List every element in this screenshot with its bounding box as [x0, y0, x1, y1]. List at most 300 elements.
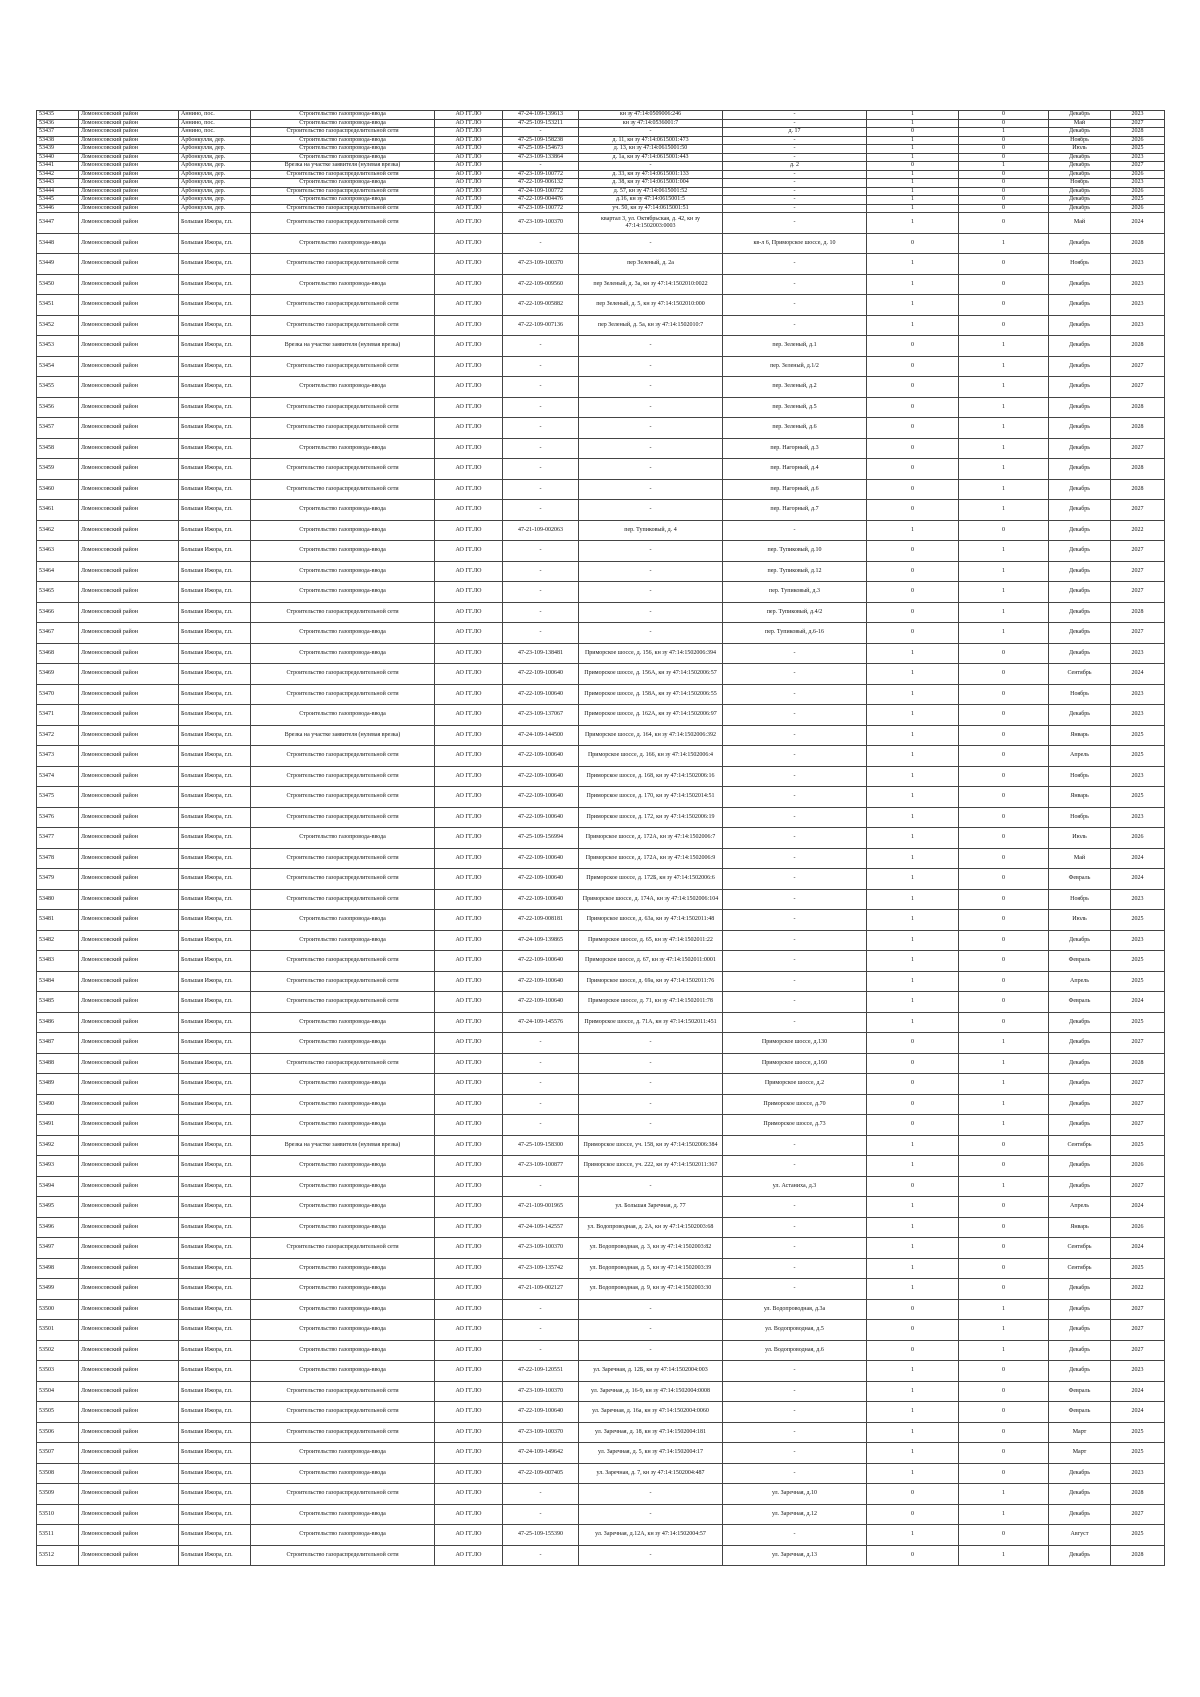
table-row: [37, 162, 1165, 171]
cell-count-a: 1: [867, 766, 959, 787]
cell-count-b: 0: [959, 828, 1049, 849]
cell-row-number: 53501: [37, 1320, 79, 1341]
cell-organization: АО ГГ.ЛО: [435, 869, 503, 890]
table-row: [37, 725, 1165, 746]
cell-district: Ломоносовский район: [79, 128, 179, 137]
cell-row-number: 53508: [37, 1463, 79, 1484]
cell-month: Декабрь: [1049, 479, 1111, 500]
cell-address-cadastral: -: [579, 1074, 723, 1095]
cell-row-number: 53506: [37, 1422, 79, 1443]
cell-month: Декабрь: [1049, 1545, 1111, 1566]
cell-district: Ломоносовский район: [79, 170, 179, 179]
cell-address: ул. Заречная, д.12: [723, 1504, 867, 1525]
cell-district: Ломоносовский район: [79, 787, 179, 808]
table-row: [37, 204, 1165, 213]
cell-year: 2023: [1111, 295, 1165, 316]
cell-contract-number: 47-23-109-100772: [503, 204, 579, 213]
cell-organization: АО ГГ.ЛО: [435, 1115, 503, 1136]
cell-row-number: 53504: [37, 1381, 79, 1402]
table-row: [37, 295, 1165, 316]
cell-count-b: 1: [959, 1033, 1049, 1054]
cell-address: ул. Водопроводная, д.3а: [723, 1299, 867, 1320]
cell-row-number: 53451: [37, 295, 79, 316]
cell-contract-number: 47-24-109-139865: [503, 930, 579, 951]
cell-year: 2025: [1111, 746, 1165, 767]
cell-count-a: 1: [867, 196, 959, 205]
cell-address: д. 2: [723, 162, 867, 171]
cell-work-type: Строительство газораспределительной сети: [251, 602, 435, 623]
cell-address-cadastral: д.16, кн зу 47:14:0615001:5: [579, 196, 723, 205]
cell-year: 2028: [1111, 128, 1165, 137]
cell-settlement: Большая Ижора, г.п.: [179, 418, 251, 439]
cell-year: 2024: [1111, 213, 1165, 234]
table-row: [37, 643, 1165, 664]
cell-month: Ноябрь: [1049, 254, 1111, 275]
cell-count-b: 1: [959, 128, 1049, 137]
cell-year: 2027: [1111, 1299, 1165, 1320]
cell-contract-number: 47-22-109-100640: [503, 766, 579, 787]
cell-work-type: Строительство газораспределительной сети: [251, 1422, 435, 1443]
cell-organization: АО ГГ.ЛО: [435, 1443, 503, 1464]
cell-settlement: Большая Ижора, г.п.: [179, 971, 251, 992]
cell-address: пер. Тупиковый, д.6-16: [723, 623, 867, 644]
cell-organization: АО ГГ.ЛО: [435, 889, 503, 910]
cell-count-a: 1: [867, 910, 959, 931]
cell-year: 2028: [1111, 233, 1165, 254]
cell-address: пер. Нагорный, д.6: [723, 479, 867, 500]
cell-year: 2025: [1111, 725, 1165, 746]
cell-district: Ломоносовский район: [79, 602, 179, 623]
cell-row-number: 53471: [37, 705, 79, 726]
table-row: [37, 1340, 1165, 1361]
cell-settlement: Большая Ижора, г.п.: [179, 746, 251, 767]
cell-count-b: 0: [959, 111, 1049, 120]
table-row: [37, 1258, 1165, 1279]
cell-district: Ломоносовский район: [79, 1402, 179, 1423]
cell-settlement: Большая Ижора, г.п.: [179, 582, 251, 603]
cell-organization: АО ГГ.ЛО: [435, 1258, 503, 1279]
cell-count-b: 1: [959, 1074, 1049, 1095]
cell-district: Ломоносовский район: [79, 1258, 179, 1279]
cell-count-a: 1: [867, 705, 959, 726]
cell-count-a: 0: [867, 1053, 959, 1074]
cell-contract-number: 47-23-109-100370: [503, 213, 579, 234]
table-row: [37, 582, 1165, 603]
cell-contract-number: -: [503, 162, 579, 171]
table-row: [37, 602, 1165, 623]
cell-address-cadastral: Приморское шоссе, уч. 222, кн зу 47:14:1502011:367: [579, 1156, 723, 1177]
cell-district: Ломоносовский район: [79, 582, 179, 603]
cell-settlement: Большая Ижора, г.п.: [179, 766, 251, 787]
cell-year: 2025: [1111, 145, 1165, 154]
table-row: [37, 418, 1165, 439]
cell-district: Ломоносовский район: [79, 136, 179, 145]
table-row: [37, 1320, 1165, 1341]
cell-organization: АО ГГ.ЛО: [435, 623, 503, 644]
cell-contract-number: -: [503, 1074, 579, 1095]
cell-row-number: 53473: [37, 746, 79, 767]
cell-contract-number: -: [503, 479, 579, 500]
cell-contract-number: 47-21-109-001965: [503, 1197, 579, 1218]
cell-settlement: Большая Ижора, г.п.: [179, 1463, 251, 1484]
cell-district: Ломоносовский район: [79, 196, 179, 205]
table-row: [37, 1402, 1165, 1423]
cell-year: 2026: [1111, 187, 1165, 196]
cell-month: Март: [1049, 1422, 1111, 1443]
cell-contract-number: 47-23-109-100370: [503, 1422, 579, 1443]
cell-address-cadastral: д. 57, кн зу 47:14:0615001:52: [579, 187, 723, 196]
cell-count-b: 1: [959, 1115, 1049, 1136]
cell-contract-number: -: [503, 1176, 579, 1197]
cell-row-number: 53502: [37, 1340, 79, 1361]
cell-settlement: Большая Ижора, г.п.: [179, 1238, 251, 1259]
cell-work-type: Строительство газораспределительной сети: [251, 1545, 435, 1566]
cell-district: Ломоносовский район: [79, 145, 179, 154]
cell-work-type: Строительство газораспределительной сети: [251, 951, 435, 972]
cell-address-cadastral: Приморское шоссе, д. 156, кн зу 47:14:1502006:394: [579, 643, 723, 664]
cell-organization: АО ГГ.ЛО: [435, 1484, 503, 1505]
cell-work-type: Строительство газопровода-ввода: [251, 1197, 435, 1218]
cell-count-a: 1: [867, 274, 959, 295]
table-row: [37, 315, 1165, 336]
cell-address: пер. Тупиковый, д.4/2: [723, 602, 867, 623]
cell-organization: АО ГГ.ЛО: [435, 684, 503, 705]
cell-work-type: Строительство газораспределительной сети: [251, 254, 435, 275]
cell-address: -: [723, 1258, 867, 1279]
cell-year: 2026: [1111, 828, 1165, 849]
cell-contract-number: 47-22-109-009560: [503, 274, 579, 295]
cell-count-a: 0: [867, 1033, 959, 1054]
cell-count-a: 1: [867, 1443, 959, 1464]
cell-count-b: 1: [959, 1176, 1049, 1197]
cell-count-a: 1: [867, 1361, 959, 1382]
cell-count-a: 1: [867, 315, 959, 336]
cell-count-b: 1: [959, 541, 1049, 562]
cell-work-type: Строительство газопровода-ввода: [251, 153, 435, 162]
cell-contract-number: 47-22-109-100640: [503, 869, 579, 890]
table-row: [37, 787, 1165, 808]
table-row: [37, 623, 1165, 644]
cell-year: 2023: [1111, 889, 1165, 910]
cell-row-number: 53487: [37, 1033, 79, 1054]
cell-year: 2027: [1111, 162, 1165, 171]
cell-settlement: Большая Ижора, г.п.: [179, 1545, 251, 1566]
cell-count-b: 0: [959, 766, 1049, 787]
cell-year: 2028: [1111, 459, 1165, 480]
cell-address: -: [723, 930, 867, 951]
cell-year: 2027: [1111, 1320, 1165, 1341]
cell-row-number: 53436: [37, 119, 79, 128]
cell-address-cadastral: -: [579, 162, 723, 171]
cell-organization: АО ГГ.ЛО: [435, 1545, 503, 1566]
cell-month: Декабрь: [1049, 930, 1111, 951]
cell-month: Декабрь: [1049, 705, 1111, 726]
table-row: [37, 910, 1165, 931]
cell-address-cadastral: -: [579, 233, 723, 254]
cell-address-cadastral: пер Зеленый, д. 5, кн зу 47:14:1502010:000: [579, 295, 723, 316]
cell-year: 2027: [1111, 1033, 1165, 1054]
cell-row-number: 53480: [37, 889, 79, 910]
cell-count-a: 1: [867, 187, 959, 196]
cell-row-number: 53458: [37, 438, 79, 459]
cell-organization: АО ГГ.ЛО: [435, 520, 503, 541]
cell-address: -: [723, 1443, 867, 1464]
table-row: [37, 561, 1165, 582]
cell-count-b: 0: [959, 1422, 1049, 1443]
cell-month: Декабрь: [1049, 1176, 1111, 1197]
cell-count-b: 0: [959, 1402, 1049, 1423]
cell-count-a: 1: [867, 179, 959, 188]
cell-organization: АО ГГ.ЛО: [435, 119, 503, 128]
cell-row-number: 53439: [37, 145, 79, 154]
cell-address: -: [723, 1135, 867, 1156]
cell-count-b: 0: [959, 1258, 1049, 1279]
cell-organization: АО ГГ.ЛО: [435, 295, 503, 316]
cell-address-cadastral: ул. Заречная, д. 18, кн зу 47:14:1502004:181: [579, 1422, 723, 1443]
cell-month: Апрель: [1049, 971, 1111, 992]
cell-count-b: 1: [959, 1340, 1049, 1361]
cell-organization: АО ГГ.ЛО: [435, 1176, 503, 1197]
cell-district: Ломоносовский район: [79, 1033, 179, 1054]
cell-count-b: 0: [959, 520, 1049, 541]
cell-organization: АО ГГ.ЛО: [435, 153, 503, 162]
cell-settlement: Большая Ижора, г.п.: [179, 869, 251, 890]
cell-organization: АО ГГ.ЛО: [435, 602, 503, 623]
cell-organization: АО ГГ.ЛО: [435, 664, 503, 685]
cell-count-b: 1: [959, 479, 1049, 500]
table-row: [37, 1053, 1165, 1074]
cell-contract-number: 47-25-109-153211: [503, 119, 579, 128]
table-row: [37, 136, 1165, 145]
cell-row-number: 53469: [37, 664, 79, 685]
cell-organization: АО ГГ.ЛО: [435, 582, 503, 603]
table-row: [37, 179, 1165, 188]
cell-count-a: 0: [867, 1545, 959, 1566]
cell-address: -: [723, 187, 867, 196]
cell-row-number: 53443: [37, 179, 79, 188]
cell-month: Декабрь: [1049, 1156, 1111, 1177]
cell-address: -: [723, 725, 867, 746]
cell-month: Декабрь: [1049, 356, 1111, 377]
cell-month: Ноябрь: [1049, 889, 1111, 910]
cell-organization: АО ГГ.ЛО: [435, 1217, 503, 1238]
cell-count-a: 1: [867, 1463, 959, 1484]
cell-organization: АО ГГ.ЛО: [435, 1053, 503, 1074]
cell-address: -: [723, 1279, 867, 1300]
cell-address-cadastral: -: [579, 356, 723, 377]
cell-row-number: 53486: [37, 1012, 79, 1033]
cell-count-a: 1: [867, 664, 959, 685]
cell-work-type: Строительство газопровода-ввода: [251, 561, 435, 582]
table-row: [37, 438, 1165, 459]
cell-year: 2023: [1111, 643, 1165, 664]
table-row: [37, 1504, 1165, 1525]
cell-contract-number: -: [503, 623, 579, 644]
cell-year: 2028: [1111, 336, 1165, 357]
cell-row-number: 53457: [37, 418, 79, 439]
cell-contract-number: -: [503, 561, 579, 582]
cell-work-type: Строительство газораспределительной сети: [251, 848, 435, 869]
cell-row-number: 53491: [37, 1115, 79, 1136]
cell-contract-number: 47-22-109-100640: [503, 684, 579, 705]
cell-month: Декабрь: [1049, 1279, 1111, 1300]
cell-count-a: 1: [867, 170, 959, 179]
cell-organization: АО ГГ.ЛО: [435, 179, 503, 188]
cell-district: Ломоносовский район: [79, 162, 179, 171]
cell-work-type: Строительство газораспределительной сети: [251, 1381, 435, 1402]
cell-settlement: Арбонкулля, дер.: [179, 204, 251, 213]
cell-count-b: 1: [959, 500, 1049, 521]
cell-address-cadastral: пер Зеленый, д. 3а, кн зу 47:14:1502010:0022: [579, 274, 723, 295]
cell-address: -: [723, 910, 867, 931]
cell-district: Ломоносовский район: [79, 315, 179, 336]
cell-address-cadastral: -: [579, 1176, 723, 1197]
cell-count-a: 1: [867, 848, 959, 869]
cell-year: 2027: [1111, 582, 1165, 603]
cell-work-type: Врезка на участке заявителя (нулевая врезка): [251, 162, 435, 171]
cell-address: -: [723, 520, 867, 541]
cell-organization: АО ГГ.ЛО: [435, 1238, 503, 1259]
cell-count-a: 1: [867, 971, 959, 992]
cell-settlement: Большая Ижора, г.п.: [179, 233, 251, 254]
cell-year: 2025: [1111, 1012, 1165, 1033]
cell-district: Ломоносовский район: [79, 377, 179, 398]
cell-year: 2023: [1111, 179, 1165, 188]
cell-month: Декабрь: [1049, 459, 1111, 480]
cell-month: Май: [1049, 119, 1111, 128]
cell-count-a: 1: [867, 520, 959, 541]
cell-count-b: 0: [959, 910, 1049, 931]
cell-count-b: 0: [959, 204, 1049, 213]
cell-row-number: 53498: [37, 1258, 79, 1279]
cell-work-type: Строительство газораспределительной сети: [251, 664, 435, 685]
cell-contract-number: 47-24-109-144500: [503, 725, 579, 746]
cell-year: 2023: [1111, 766, 1165, 787]
cell-organization: АО ГГ.ЛО: [435, 187, 503, 196]
cell-work-type: Строительство газопровода-ввода: [251, 1340, 435, 1361]
cell-row-number: 53507: [37, 1443, 79, 1464]
cell-count-a: 1: [867, 1156, 959, 1177]
cell-contract-number: 47-22-109-004476: [503, 196, 579, 205]
cell-address: -: [723, 295, 867, 316]
cell-contract-number: -: [503, 1320, 579, 1341]
cell-count-a: 1: [867, 1402, 959, 1423]
cell-month: Декабрь: [1049, 274, 1111, 295]
cell-contract-number: 47-24-109-100772: [503, 187, 579, 196]
cell-settlement: Большая Ижора, г.п.: [179, 889, 251, 910]
cell-organization: АО ГГ.ЛО: [435, 479, 503, 500]
cell-settlement: Большая Ижора, г.п.: [179, 1422, 251, 1443]
cell-organization: АО ГГ.ЛО: [435, 274, 503, 295]
cell-row-number: 53472: [37, 725, 79, 746]
cell-address-cadastral: -: [579, 438, 723, 459]
cell-count-b: 0: [959, 274, 1049, 295]
cell-district: Ломоносовский район: [79, 910, 179, 931]
cell-settlement: Большая Ижора, г.п.: [179, 1402, 251, 1423]
cell-contract-number: 47-23-109-135742: [503, 1258, 579, 1279]
cell-month: Сентябрь: [1049, 1238, 1111, 1259]
table-row: [37, 1033, 1165, 1054]
cell-address: Приморское шоссе, д.130: [723, 1033, 867, 1054]
cell-address-cadastral: д. 11, кн зу 47:14:0615001:473: [579, 136, 723, 145]
cell-row-number: 53505: [37, 1402, 79, 1423]
cell-count-a: 1: [867, 643, 959, 664]
cell-year: 2023: [1111, 111, 1165, 120]
cell-row-number: 53445: [37, 196, 79, 205]
cell-address: ул. Астаниха, д.3: [723, 1176, 867, 1197]
cell-address: -: [723, 111, 867, 120]
cell-settlement: Большая Ижора, г.п.: [179, 479, 251, 500]
table-row: [37, 1156, 1165, 1177]
cell-count-a: 0: [867, 479, 959, 500]
cell-address: пер. Тупиковый, д.10: [723, 541, 867, 562]
cell-organization: АО ГГ.ЛО: [435, 561, 503, 582]
cell-count-b: 1: [959, 233, 1049, 254]
cell-organization: АО ГГ.ЛО: [435, 1074, 503, 1095]
cell-settlement: Большая Ижора, г.п.: [179, 500, 251, 521]
cell-settlement: Большая Ижора, г.п.: [179, 1115, 251, 1136]
cell-address-cadastral: д. 33, кн зу 47:14:0615001:133: [579, 170, 723, 179]
cell-district: Ломоносовский район: [79, 828, 179, 849]
cell-address-cadastral: ул. Водопроводная, д. 5, кн зу 47:14:1502003:39: [579, 1258, 723, 1279]
cell-organization: АО ГГ.ЛО: [435, 377, 503, 398]
cell-settlement: Большая Ижора, г.п.: [179, 664, 251, 685]
cell-count-b: 0: [959, 1463, 1049, 1484]
cell-address-cadastral: -: [579, 459, 723, 480]
cell-address-cadastral: Приморское шоссе, д. 164, кн зу 47:14:1502006:392: [579, 725, 723, 746]
cell-address-cadastral: пер. Тупиковый, д. 4: [579, 520, 723, 541]
cell-organization: АО ГГ.ЛО: [435, 1402, 503, 1423]
cell-work-type: Строительство газопровода-ввода: [251, 179, 435, 188]
cell-work-type: Строительство газораспределительной сети: [251, 170, 435, 179]
cell-district: Ломоносовский район: [79, 1238, 179, 1259]
table-row: [37, 1279, 1165, 1300]
cell-work-type: Строительство газораспределительной сети: [251, 204, 435, 213]
cell-count-a: 1: [867, 295, 959, 316]
cell-row-number: 53474: [37, 766, 79, 787]
cell-work-type: Строительство газопровода-ввода: [251, 705, 435, 726]
table-row: [37, 1299, 1165, 1320]
cell-year: 2023: [1111, 930, 1165, 951]
cell-contract-number: 47-21-109-002063: [503, 520, 579, 541]
cell-contract-number: 47-23-109-100370: [503, 254, 579, 275]
cell-district: Ломоносовский район: [79, 119, 179, 128]
cell-contract-number: 47-22-109-120551: [503, 1361, 579, 1382]
cell-settlement: Большая Ижора, г.п.: [179, 623, 251, 644]
cell-contract-number: 47-22-109-005882: [503, 295, 579, 316]
table-row: [37, 1238, 1165, 1259]
cell-count-b: 0: [959, 295, 1049, 316]
cell-organization: АО ГГ.ЛО: [435, 418, 503, 439]
cell-address: -: [723, 1422, 867, 1443]
cell-contract-number: -: [503, 377, 579, 398]
cell-district: Ломоносовский район: [79, 233, 179, 254]
table-row: [37, 746, 1165, 767]
cell-row-number: 53454: [37, 356, 79, 377]
cell-month: Декабрь: [1049, 520, 1111, 541]
cell-month: Декабрь: [1049, 204, 1111, 213]
cell-settlement: Большая Ижора, г.п.: [179, 541, 251, 562]
cell-month: Май: [1049, 848, 1111, 869]
cell-address: ул. Водопроводная, д.5: [723, 1320, 867, 1341]
cell-work-type: Строительство газораспределительной сети: [251, 213, 435, 234]
cell-month: Декабрь: [1049, 1094, 1111, 1115]
cell-organization: АО ГГ.ЛО: [435, 807, 503, 828]
cell-month: Декабрь: [1049, 111, 1111, 120]
cell-address: -: [723, 1156, 867, 1177]
cell-year: 2025: [1111, 910, 1165, 931]
cell-district: Ломоносовский район: [79, 274, 179, 295]
